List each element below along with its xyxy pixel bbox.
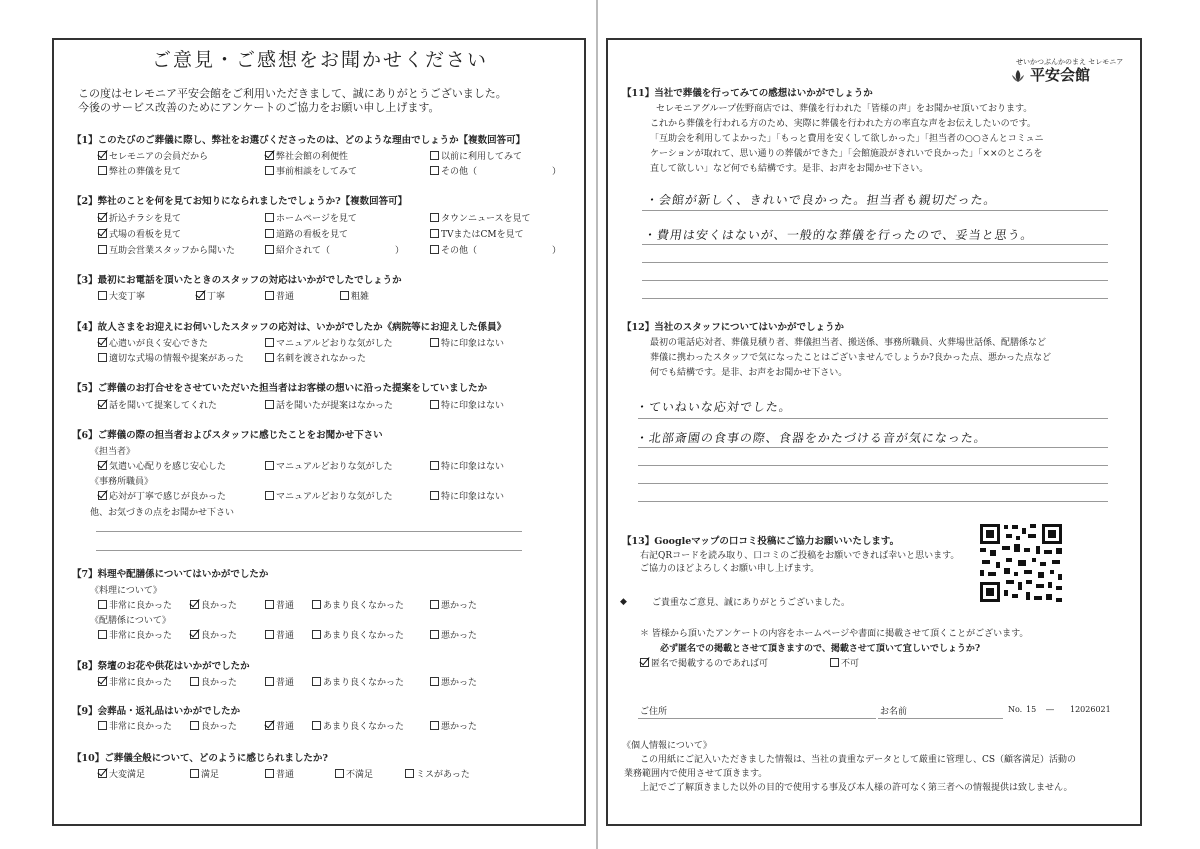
q2-heading: 【2】弊社のことを何を見てお知りになられましたでしょうか?【複数回答可】 [72,196,408,207]
google-review-qr-code[interactable] [978,522,1064,608]
q12-line-1 [638,418,1108,419]
q11-body-2: これから葬儀を行われる方のため、実際に葬儀を行われた方の率直な声をお伝えしたいのです。 [650,119,1036,129]
q7-food-option-excellent[interactable]: 非常に良かった [98,600,172,612]
checkbox-icon[interactable] [312,677,321,686]
q8-option-bad[interactable]: 悪かった [430,677,477,689]
checkbox-icon[interactable] [265,400,274,409]
q6-other-prompt: 他、お気づきの点をお聞かせ下さい [90,508,235,518]
q7-food-option-not-good[interactable]: あまり良くなかった [312,600,404,612]
q1-other-close: ） [552,167,562,177]
q2-option-flyer[interactable]: 折込チラシを見て [98,213,181,225]
q12-line-5 [638,501,1108,502]
q6-office-option-polite[interactable]: 応対が丁寧で感じが良かった [98,491,226,503]
q8-heading: 【8】祭壇のお花や供花はいかがでしたか [72,661,250,672]
q10-option-very-satisfied[interactable]: 大変満足 [98,769,145,781]
q6-answer-line-2[interactable] [96,550,522,551]
checkbox-icon[interactable] [430,166,439,175]
checkbox-icon[interactable] [430,600,439,609]
q6-heading: 【6】ご葬儀の際の担当者およびスタッフに感じたことをお聞かせ下さい [72,430,383,441]
right-page [598,0,1200,849]
q7-food-option-normal[interactable]: 普通 [265,600,294,612]
q11-line-1 [642,210,1108,211]
q2-option-road-sign[interactable]: 道路の看板を見て [265,229,348,241]
q12-line-4 [638,483,1108,484]
checkbox-icon[interactable] [98,600,107,609]
checkbox-checked-icon[interactable] [98,213,107,222]
q1-option-other[interactable]: その他（ [430,166,477,178]
q6-sub-office: 《事務所職員》 [90,477,154,487]
q12-heading: 【12】当社のスタッフについてはいかがでしょうか [622,322,845,333]
q12-line-2 [638,447,1108,448]
q11-body-3: 「互助会を利用してよかった」「もっと費用を安くして欲しかった」「担当者の○○さんとコミュニ [650,134,1044,144]
q11-line-4 [642,280,1108,281]
q11-body-1: セレモニアグループ佐野商店では、葬儀を行われた「皆様の声」をお聞かせ頂いております。 [656,104,1033,114]
privacy-line-1: この用紙にご記入いただきました情報は、当社の貴重なデータとして厳重に管理し、CS（顧客満足）活動の [640,755,1077,765]
checkbox-checked-icon[interactable] [98,338,107,347]
lotus-logo-icon [1010,68,1026,84]
checkbox-icon[interactable] [265,461,274,470]
q6-office-option-manual[interactable]: マニュアルどおりな気がした [265,491,393,503]
brand-name: 平安会館 [1030,66,1091,84]
name-field[interactable] [878,718,1003,719]
q11-line-2 [642,244,1108,245]
checkbox-icon[interactable] [430,677,439,686]
checkbox-icon[interactable] [190,769,199,778]
checkbox-checked-icon[interactable] [190,630,199,639]
q2-option-hall-sign[interactable]: 式場の看板を見て [98,229,181,241]
q3-heading: 【3】最初にお電話を頂いたときのスタッフの対応はいかがでしたでしょうか [72,275,402,286]
q1-option-consultation[interactable]: 事前相談をしてみて [265,166,357,178]
intro-line-1: この度はセレモニア平安会館をご利用いただきまして、誠にありがとうございました。 [78,87,507,100]
thanks-message: ご貴重なご意見、誠にありがとうございました。 [652,598,851,608]
checkbox-icon[interactable] [98,245,107,254]
diamond-icon: ◆ [620,597,627,607]
q8-option-excellent[interactable]: 非常に良かった [98,677,172,689]
checkbox-icon[interactable] [430,461,439,470]
number-label: No. [1008,705,1023,714]
q12-body-2: 葬儀に携わったスタッフで気になったことはございませんでしょうか?良かった点、悪かった点など [650,353,1052,363]
q5-option-proposed[interactable]: 話を聞いて提案してくれた [98,400,217,412]
checkbox-icon[interactable] [312,630,321,639]
checkbox-checked-icon[interactable] [98,400,107,409]
q3-option-very-polite[interactable]: 大変丁寧 [98,291,145,303]
checkbox-icon[interactable] [265,229,274,238]
q11-line-3 [642,262,1108,263]
checkbox-icon[interactable] [265,630,274,639]
checkbox-icon[interactable] [312,721,321,730]
q2-option-tv[interactable]: TVまたはCMを見て [430,229,524,241]
address-field[interactable] [638,718,876,719]
q2-option-homepage[interactable]: ホームページを見て [265,213,357,225]
q8-option-not-good[interactable]: あまり良くなかった [312,677,404,689]
q11-answer-2[interactable]: ・費用は安くはないが、一般的な葬儀を行ったので、妥当と思う。 [642,228,1035,242]
q4-option-reassuring[interactable]: 心遣いが良く安心できた [98,338,208,350]
q7-heading: 【7】料理や配膳係についてはいかがでしたか [72,569,269,580]
q7-food-option-bad[interactable]: 悪かった [430,600,477,612]
checkbox-icon[interactable] [98,291,107,300]
q6-office-option-none[interactable]: 特に印象はない [430,491,504,503]
q3-option-polite[interactable]: 丁寧 [196,291,225,303]
q13-body-2: ご協力のほどよろしくお願い申し上げます。 [640,564,820,574]
checkbox-icon[interactable] [265,291,274,300]
checkbox-icon[interactable] [312,600,321,609]
q3-option-normal[interactable]: 普通 [265,291,294,303]
q2-option-referral[interactable]: 紹介されて（ [265,245,330,257]
q3-option-rough[interactable]: 粗雑 [340,291,369,303]
q12-answer-1[interactable]: ・ていねいな応対でした。 [634,400,793,414]
q6-staff-option-manual[interactable]: マニュアルどおりな気がした [265,461,393,473]
q9-option-excellent[interactable]: 非常に良かった [98,721,172,733]
q2-referral-close: ） [395,246,405,256]
checkbox-icon[interactable] [430,338,439,347]
q2-option-other[interactable]: その他（ [430,245,477,257]
number-dash: ― [1046,705,1054,714]
checkbox-checked-icon[interactable] [98,491,107,500]
page-title: ご意見・ご感想をお聞かせください [152,49,489,71]
checkbox-icon[interactable] [190,721,199,730]
checkbox-checked-icon[interactable] [98,769,107,778]
number-value: 15 [1026,705,1037,714]
q2-option-sales-staff[interactable]: 互助会営業スタッフから聞いた [98,245,235,257]
q2-option-townnews[interactable]: タウンニュースを見て [430,213,531,225]
q4-option-no-impression[interactable]: 特に印象はない [430,338,504,350]
checkbox-checked-icon[interactable] [196,291,205,300]
q1-option-previous[interactable]: 以前に利用してみて [430,151,522,163]
checkbox-icon[interactable] [98,166,107,175]
checkbox-icon[interactable] [430,151,439,160]
checkbox-icon[interactable] [335,769,344,778]
q7-serving-option-excellent[interactable]: 非常に良かった [98,630,172,642]
q1-heading: 【1】このたびのご葬儀に際し、弊社をお選びくださったのは、どのような理由でしょうか【複数回答可】 [72,135,526,146]
q1-option-member[interactable]: セレモニアの会員だから [98,151,208,163]
privacy-line-2: 業務範囲内で使用させて頂きます。 [624,769,768,779]
q9-option-not-good[interactable]: あまり良くなかった [312,721,404,733]
q5-option-no-proposal[interactable]: 話を聞いたが提案はなかった [265,400,393,412]
privacy-heading: 《個人情報について》 [622,741,712,751]
q1-option-saw-funeral[interactable]: 弊社の葬儀を見て [98,166,181,178]
checkbox-icon[interactable] [405,769,414,778]
checkbox-icon[interactable] [265,213,274,222]
q11-body-4: ケーションが取れて、思い通りの葬儀ができた」「会館施設がきれいで良かった」「××のところを [650,149,1043,159]
checkbox-checked-icon[interactable] [98,229,107,238]
q9-option-bad[interactable]: 悪かった [430,721,477,733]
publish-option-anonymous[interactable]: 匿名で掲載するのであれば可 [640,658,768,670]
q13-heading: 【13】Googleマップの口コミ投稿にご協力お願いいたします。 [622,536,900,547]
qr-code-icon [978,522,1064,604]
q13-body-1: 右記QRコードを読み取り、口コミのご投稿をお願いできれば幸いと思います。 [640,551,960,561]
q7-food-option-good[interactable]: 良かった [190,600,237,612]
checkbox-icon[interactable] [265,166,274,175]
checkbox-icon[interactable] [340,291,349,300]
q6-sub-staff: 《担当者》 [90,447,136,457]
q7-serving-option-not-good[interactable]: あまり良くなかった [312,630,404,642]
q4-heading: 【4】故人さまをお迎えにお伺いしたスタッフの応対は、いかがでしたか《病院等にお迎えした係員》 [72,322,507,333]
privacy-line-3: 上記でご了解頂きました以外の目的で使用する事及び本人様の許可なく第三者への情報提供は致しません。 [640,783,1073,793]
checkbox-checked-icon[interactable] [98,151,107,160]
q1-option-convenience[interactable]: 弊社会館の利便性 [265,151,348,163]
checkbox-icon[interactable] [430,491,439,500]
q7-serving-option-bad[interactable]: 悪かった [430,630,477,642]
publish-line-2: 必ず匿名での掲載とさせて頂きますので、掲載させて頂いて宜しいでしょうか? [660,644,981,654]
q10-heading: 【10】ご葬儀全般について、どのように感じられましたか? [72,753,328,764]
publish-option-no[interactable]: 不可 [830,658,859,670]
q2-other-close: ） [552,246,562,256]
q11-body-5: 直して欲しい」など何でも結構です。是非、お声をお聞かせ下さい。 [650,164,929,174]
checkbox-icon[interactable] [98,353,107,362]
left-page [0,0,598,849]
q6-answer-line-1[interactable] [96,531,522,532]
q10-option-dissatisfied[interactable]: 不満足 [335,769,373,781]
checkbox-checked-icon[interactable] [640,658,649,667]
q5-option-no-impression[interactable]: 特に印象はない [430,400,504,412]
q4-option-no-card[interactable]: 名刺を渡されなかった [265,353,366,365]
q10-option-satisfied[interactable]: 満足 [190,769,219,781]
name-label: お名前 [880,707,908,717]
q10-option-normal[interactable]: 普通 [265,769,294,781]
q4-option-venue-info[interactable]: 適切な式場の情報や提案があった [98,353,244,365]
q12-answer-2[interactable]: ・北部斎園の食事の際、食器をかたづける音が気になった。 [634,431,988,445]
q11-line-5 [642,298,1108,299]
q6-staff-option-none[interactable]: 特に印象はない [430,461,504,473]
checkbox-checked-icon[interactable] [98,677,107,686]
checkbox-checked-icon[interactable] [98,461,107,470]
checkbox-icon[interactable] [830,658,839,667]
q4-option-manual[interactable]: マニュアルどおりな気がした [265,338,393,350]
q9-option-normal[interactable]: 普通 [265,721,294,733]
q6-staff-option-caring[interactable]: 気遣い心配りを感じ安心した [98,461,226,473]
checkbox-icon[interactable] [265,353,274,362]
checkbox-icon[interactable] [430,229,439,238]
q10-option-mistake[interactable]: ミスがあった [405,769,470,781]
checkbox-checked-icon[interactable] [265,721,274,730]
checkbox-icon[interactable] [265,600,274,609]
address-label: ご住所 [640,707,668,717]
checkbox-icon[interactable] [430,630,439,639]
checkbox-icon[interactable] [98,630,107,639]
checkbox-icon[interactable] [265,491,274,500]
form-code: 12026021 [1070,705,1111,714]
checkbox-icon[interactable] [190,677,199,686]
q7-sub-food: 《料理について》 [90,586,162,596]
q12-line-3 [638,465,1108,466]
checkbox-icon[interactable] [430,245,439,254]
checkbox-icon[interactable] [265,769,274,778]
q9-heading: 【9】会葬品・返礼品はいかがでしたか [72,706,241,717]
q7-sub-serving: 《配膳係について》 [90,616,171,626]
checkbox-icon[interactable] [430,400,439,409]
checkbox-checked-icon[interactable] [190,600,199,609]
q11-answer-1[interactable]: ・会館が新しく、きれいで良かった。担当者も親切だった。 [644,193,998,207]
q8-option-good[interactable]: 良かった [190,677,237,689]
checkbox-icon[interactable] [265,245,274,254]
q8-option-normal[interactable]: 普通 [265,677,294,689]
checkbox-checked-icon[interactable] [265,151,274,160]
q7-serving-option-good[interactable]: 良かった [190,630,237,642]
intro-line-2: 今後のサービス改善のためにアンケートのご協力をお願い申し上げます。 [78,101,440,114]
q9-option-good[interactable]: 良かった [190,721,237,733]
q12-body-1: 最初の電話応対者、葬儀見積り者、葬儀担当者、搬送係、事務所職員、火葬場世話係、配膳係など [650,338,1047,348]
brand-small: せいかつぶんかのまえ セレモニア [1016,58,1124,66]
checkbox-icon[interactable] [265,338,274,347]
checkbox-icon[interactable] [98,721,107,730]
checkbox-icon[interactable] [265,677,274,686]
publish-line-1: ＊ 皆様から頂いたアンケートの内容をホームページや書面に掲載させて頂くことがございます。 [640,629,1029,639]
checkbox-icon[interactable] [430,213,439,222]
q11-heading: 【11】当社で葬儀を行ってみての感想はいかがでしょうか [622,88,873,99]
q5-heading: 【5】ご葬儀のお打合せをさせていただいた担当者はお客様の想いに沿った提案をしていましたか [72,383,488,394]
q7-serving-option-normal[interactable]: 普通 [265,630,294,642]
checkbox-icon[interactable] [430,721,439,730]
q12-body-3: 何でも結構です。是非、お声をお聞かせ下さい。 [650,368,848,378]
